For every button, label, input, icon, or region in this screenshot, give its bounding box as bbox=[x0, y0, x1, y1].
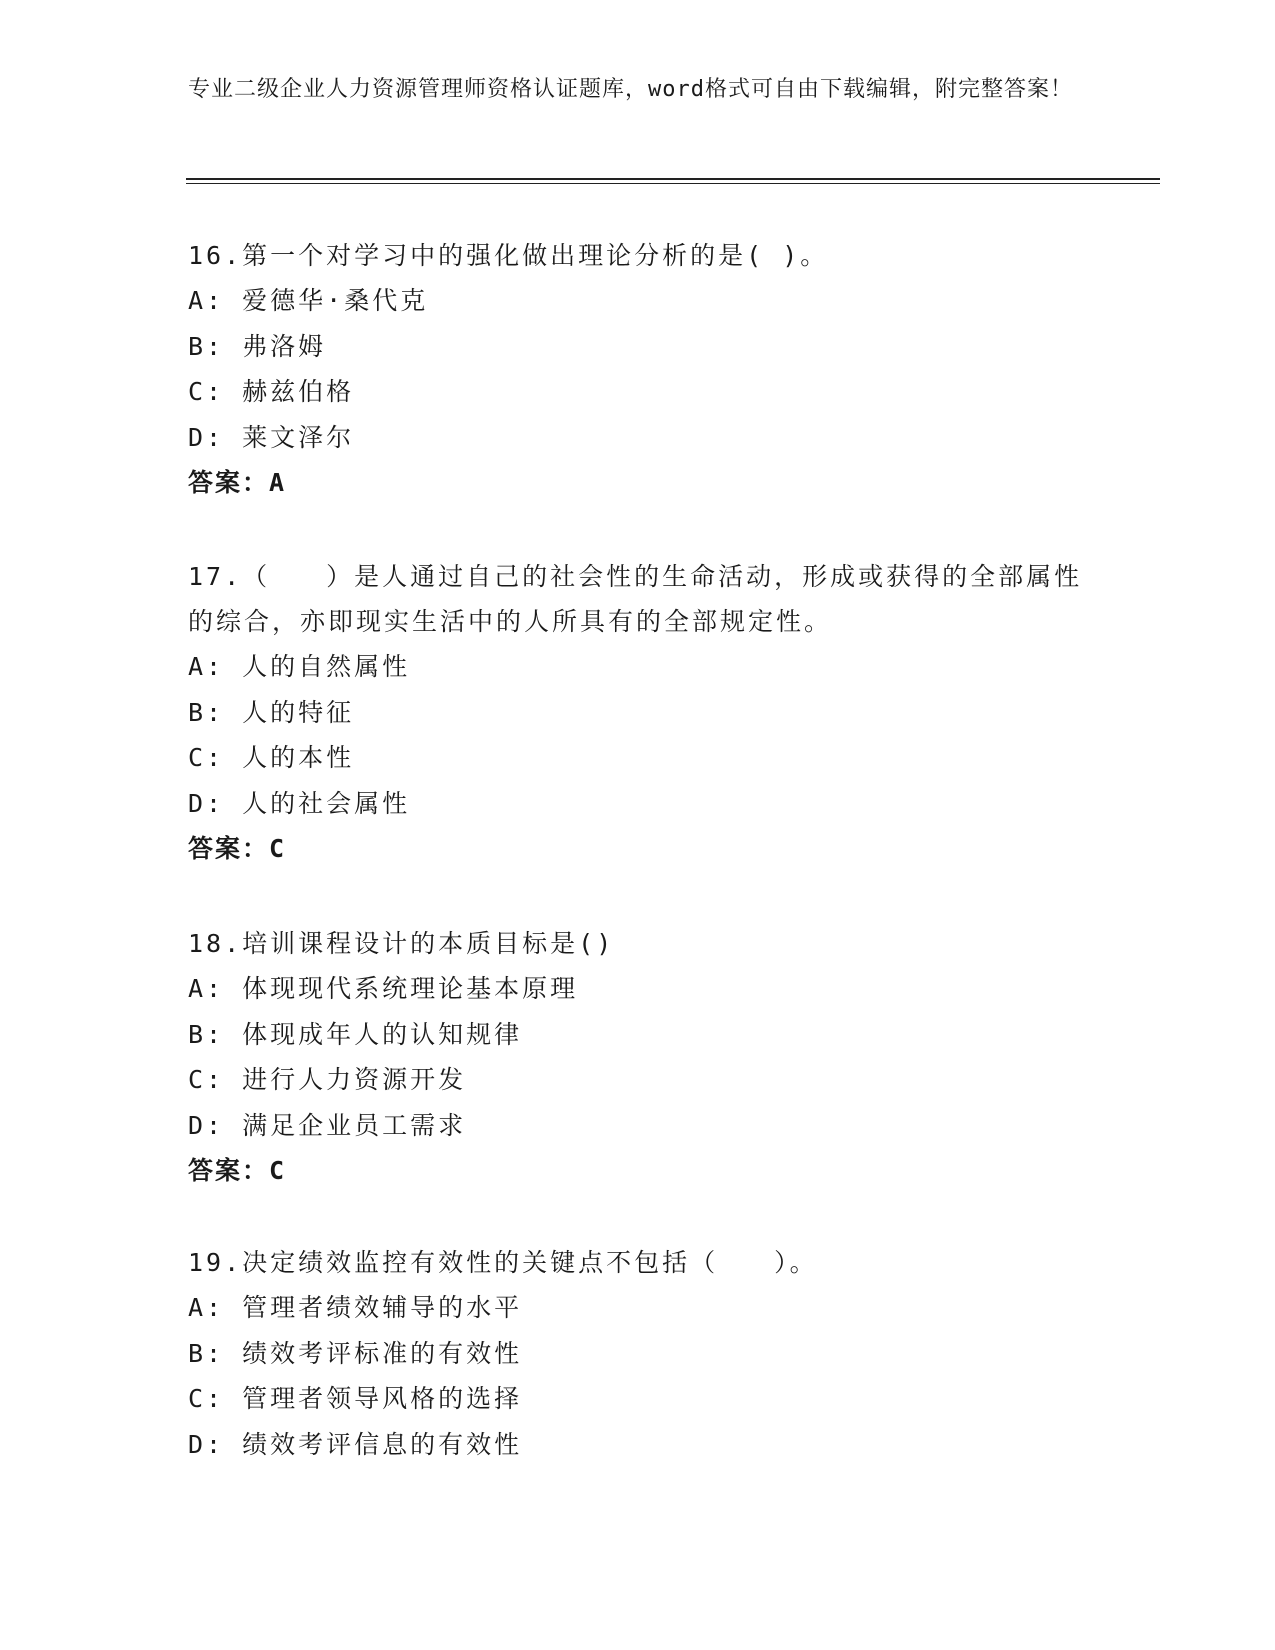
question-18 bbox=[188, 921, 1088, 1193]
answer-line: 答案：A bbox=[188, 468, 287, 497]
answer-line: 答案：C bbox=[188, 834, 287, 863]
question-text: 19.决定绩效监控有效性的关键点不包括（ ）。 bbox=[188, 1248, 818, 1277]
question-text: 16.第一个对学习中的强化做出理论分析的是( )。 bbox=[188, 241, 829, 270]
option-c: C: 管理者领导风格的选择 bbox=[188, 1384, 523, 1413]
option-b: B: 体现成年人的认知规律 bbox=[188, 1019, 523, 1049]
document-header bbox=[188, 74, 1088, 106]
option-b: B: 绩效考评标准的有效性 bbox=[188, 1338, 523, 1368]
option-d: D: 满足企业员工需求 bbox=[188, 1110, 467, 1140]
option-d: D: 莱文泽尔 bbox=[188, 422, 355, 452]
option-b: B: 弗洛姆 bbox=[188, 331, 327, 361]
question-text: 17.（ ）是人通过自己的社会性的生命活动，形成或获得的全部属性的综合，亦即现实生活中的人所具有的全部规定性。 bbox=[188, 562, 1083, 636]
option-a: A: 人的自然属性 bbox=[188, 652, 411, 681]
option-a: A: 爱德华·桑代克 bbox=[188, 286, 429, 315]
question-17 bbox=[188, 554, 1088, 871]
option-a: A: 管理者绩效辅导的水平 bbox=[188, 1293, 523, 1322]
option-c: C: 人的本性 bbox=[188, 743, 355, 772]
option-c: C: 赫兹伯格 bbox=[188, 377, 355, 406]
header-intro-text: 专业二级企业人力资源管理师资格认证题库，word格式可自由下载编辑，附完整答案！ bbox=[188, 77, 1073, 102]
question-19 bbox=[188, 1240, 1088, 1467]
question-text: 18.培训课程设计的本质目标是() bbox=[188, 929, 615, 958]
header-divider-thin bbox=[186, 183, 1160, 184]
option-d: D: 绩效考评信息的有效性 bbox=[188, 1429, 523, 1459]
option-d: D: 人的社会属性 bbox=[188, 788, 411, 818]
header-divider-thick bbox=[186, 178, 1160, 180]
question-16 bbox=[188, 233, 1088, 505]
option-a: A: 体现现代系统理论基本原理 bbox=[188, 974, 579, 1003]
option-b: B: 人的特征 bbox=[188, 697, 355, 727]
answer-line: 答案：C bbox=[188, 1156, 287, 1185]
option-c: C: 进行人力资源开发 bbox=[188, 1065, 467, 1094]
